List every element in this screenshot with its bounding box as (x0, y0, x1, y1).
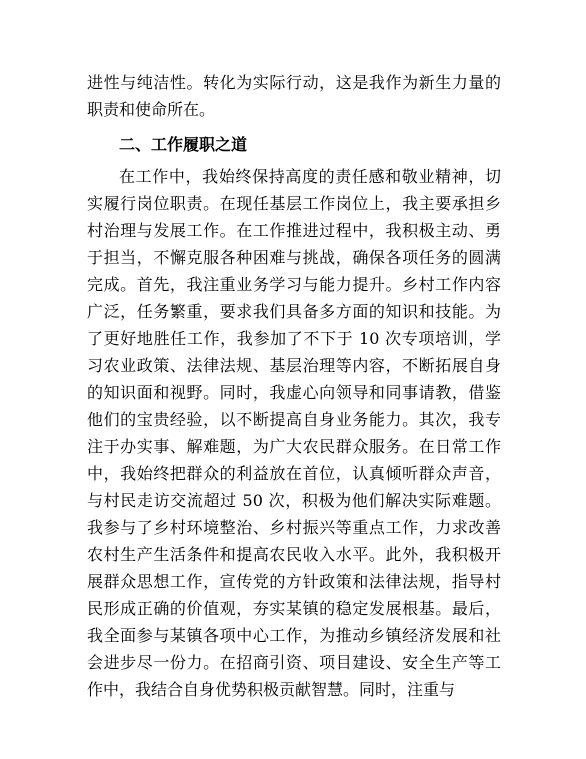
section-heading: 二、工作履职之道 (119, 135, 248, 154)
body-paragraph: 在工作中，我始终保持高度的责任感和敬业精神，切实履行岗位职责。在现任基层工作岗位上，我主要承担乡村治理与发展工作。在工作推进过程中，我积极主动、勇于担当，不懈克服各种困难与挑战，确保各项任务的圆满完成。首先，我注重业务学习与能力提升。乡村工作内容广泛，任务繁重，要求我们具备多方面的知识和技能。为了更好地胜任工作，我参加了不下于 10 次专项培训，学习农业政策、法律法规、基层治理等内容，不断拓展自身的知识面和视野。同时，我虚心向领导和同事请教，借鉴他们的宝贵经验，以不断提高自身业务能力。其次，我专注于办实事、解难题，为广大农民群众服务。在日常工作中，我始终把群众的利益放在首位，认真倾听群众声音，与村民走访交流超过 50 次，积极为他们解决实际难题。我参与了乡村环境整治、乡村振兴等重点工作，力求改善农村生产生活条件和提高农民收入水平。此外，我积极开展群众思想工作，宣传党的方针政策和法律法规，指导村民形成正确的价值观，夯实某镇的稳定发展根基。最后，我全面参与某镇各项中心工作，为推动乡镇经济发展和社会进步尽一份力。在招商引资、项目建设、安全生产等工作中，我结合自身优势积极贡献智慧。同时，注重与 (87, 167, 501, 699)
paragraph-continuation: 进性与纯洁性。转化为实际行动，这是我作为新生力量的职责和使命所在。 (87, 73, 501, 119)
